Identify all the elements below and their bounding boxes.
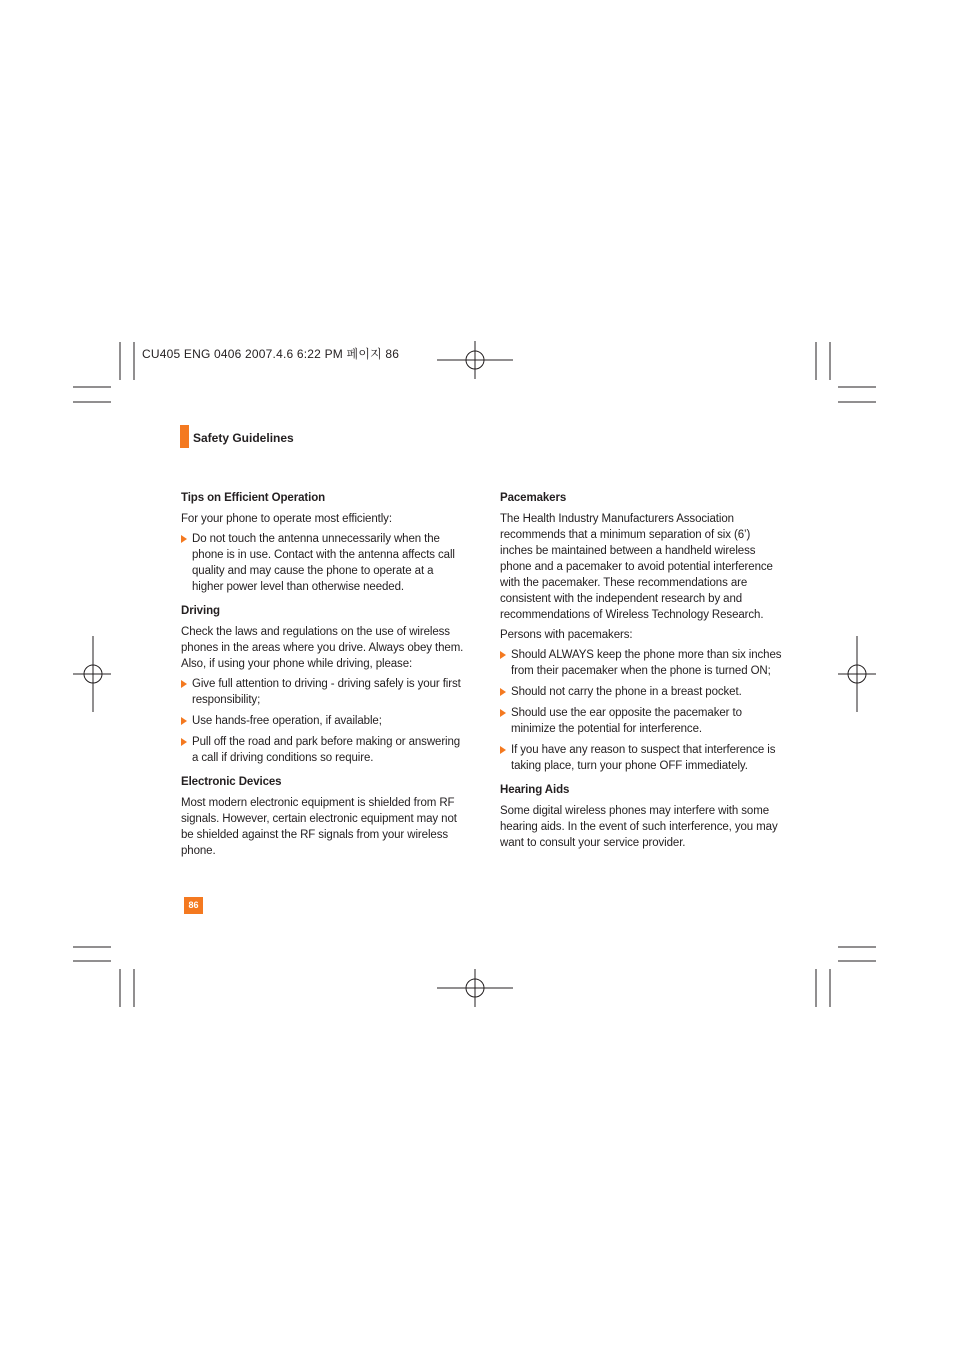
list-item [181, 676, 466, 708]
list-item-text: Do not touch the antenna unnecessarily when the phone is in use. Contact with the antenna affects call quality and may cause the phone to operate at a higher power level than otherwise needed. [192, 533, 455, 593]
list-item-text: If you have any reason to suspect that interference is taking place, turn your phone OFF immediately. [511, 744, 776, 772]
paragraph: Check the laws and regulations on the use of wireless phones in the areas where you drive. Always obey them. Also, if using your phone while driving, please: [181, 626, 464, 670]
bullet-list [181, 676, 466, 766]
header-accent-bar [180, 425, 189, 448]
list-item-text: Pull off the road and park before making or answering a call if driving conditions so require. [192, 736, 461, 764]
list-item [500, 742, 785, 774]
paragraph: The Health Industry Manufacturers Association recommends that a minimum separation of six (6’) inches be maintained between a handheld wireless phone and a pacemaker to avoid potential interference with the pacemaker. These recommendations are consistent with the independent research by and recommendations of Wireless Technology Research. [500, 513, 773, 621]
section-driving [181, 603, 466, 766]
paragraph: For your phone to operate most efficiently: [181, 513, 392, 525]
list-item-text: Give full attention to driving - driving safely is your first responsibility; [192, 678, 461, 706]
paragraph: Most modern electronic equipment is shielded from RF signals. However, certain electronic equipment may not be shielded against the RF signals from your wireless phone. [181, 797, 457, 857]
section-heading: Electronic Devices [181, 776, 282, 788]
right-column [500, 490, 785, 859]
list-item [500, 647, 785, 679]
section-heading: Pacemakers [500, 492, 567, 504]
section-pacemakers [500, 490, 785, 774]
list-item-text: Should not carry the phone in a breast pocket. [511, 686, 742, 698]
paragraph: Persons with pacemakers: [500, 629, 633, 641]
triangle-bullet-icon [500, 709, 506, 717]
list-item-text: Should use the ear opposite the pacemaker to minimize the potential for interference. [511, 707, 742, 735]
triangle-bullet-icon [181, 717, 187, 725]
page-number-badge: 86 [184, 897, 203, 914]
bullet-list [500, 647, 785, 774]
section-heading: Driving [181, 605, 220, 617]
section-hearing-aids [500, 782, 785, 851]
triangle-bullet-icon [500, 746, 506, 754]
bullet-list [181, 531, 466, 595]
list-item [500, 684, 785, 700]
list-item [181, 713, 466, 729]
triangle-bullet-icon [181, 680, 187, 688]
triangle-bullet-icon [181, 738, 187, 746]
paragraph: Some digital wireless phones may interfere with some hearing aids. In the event of such interference, you may want to consult your service provider. [500, 805, 778, 849]
list-item-text: Should ALWAYS keep the phone more than six inches from their pacemaker when the phone is turned ON; [511, 649, 782, 677]
list-item [500, 705, 785, 737]
page-header-title: Safety Guidelines [193, 431, 294, 445]
print-slug: CU405 ENG 0406 2007.4.6 6:22 PM 페이지 86 [142, 347, 400, 361]
triangle-bullet-icon [181, 535, 187, 543]
triangle-bullet-icon [500, 651, 506, 659]
triangle-bullet-icon [500, 688, 506, 696]
list-item [181, 531, 466, 595]
section-heading: Hearing Aids [500, 784, 570, 796]
list-item [181, 734, 466, 766]
left-column [181, 490, 466, 867]
section-electronic-devices [181, 774, 466, 859]
list-item-text: Use hands-free operation, if available; [192, 715, 382, 727]
section-tips-efficient-operation [181, 490, 466, 595]
section-heading: Tips on Efficient Operation [181, 492, 326, 504]
